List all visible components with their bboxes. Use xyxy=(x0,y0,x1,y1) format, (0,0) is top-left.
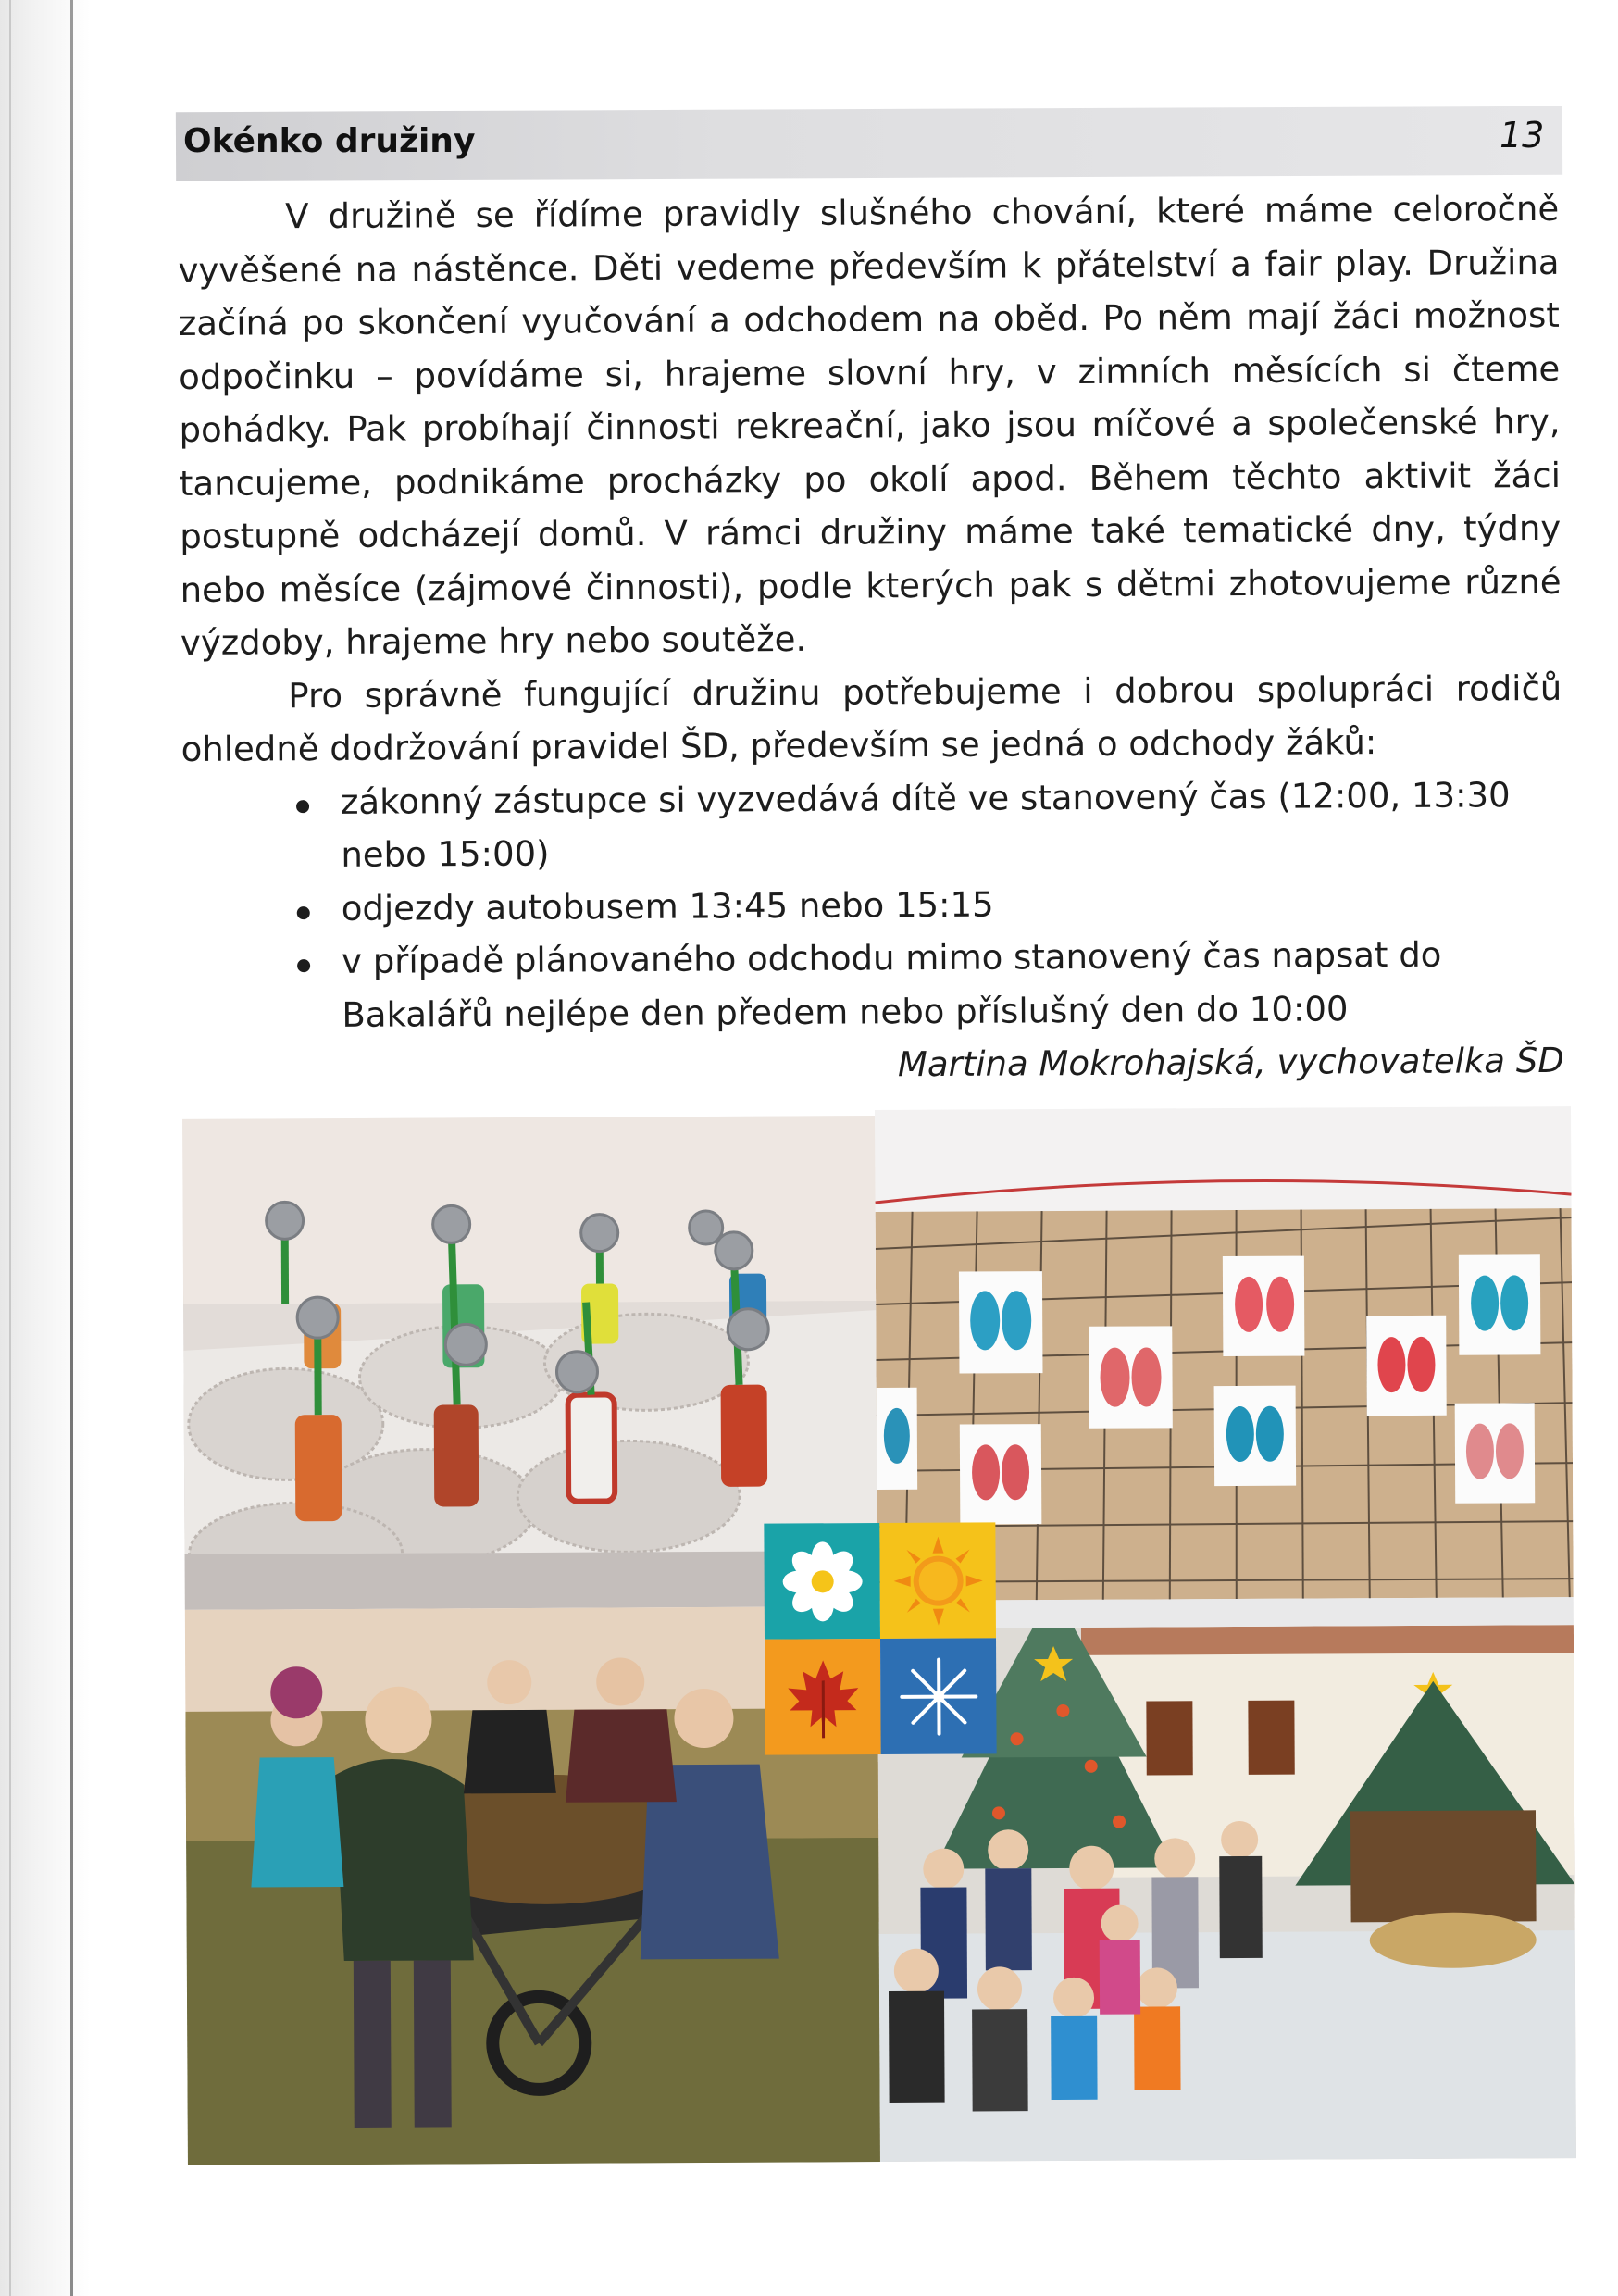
list-item xyxy=(182,928,1564,1042)
photo-collage xyxy=(182,1112,1576,2165)
list-item xyxy=(182,874,1563,936)
article-body xyxy=(178,182,1564,1096)
list-item-text: zákonný zástupce si vyzvedává dítě ve stanovený čas (12:00, 13:30 nebo 15:00) xyxy=(340,774,1511,875)
author-signature: Martina Mokrohajská, vychovatelka ŠD xyxy=(897,1040,1564,1085)
page-number: 13 xyxy=(1500,115,1545,156)
flower-icon xyxy=(764,1523,880,1640)
article-paragraph: V družině se řídíme pravidly slušného chování, které máme celoročně vyvěšené na nástěnce. Děti vedeme především k přátelství a fair play. Družina začíná po skončení vyučování a odchodem na oběd. Po něm mají žáci možnost odpočinku – povídáme si, hrajeme slovní hry, v zimních měsících si čteme pohádky. Pak probíhají činnosti rekreační, jako jsou míčové a společenské hry, tancujeme, podnikáme procházky po okolí apod. Během těchto aktivit žáci postupně odcházejí domů. V rámci družiny máme také tematické dny, týdny nebo měsíce (zájmové činnosti), podle kterých pak s dětmi zhotovujeme různé výzdoby, hrajeme hry nebo soutěže. xyxy=(178,188,1562,663)
seasons-grid xyxy=(764,1522,996,1754)
bullet-icon xyxy=(296,800,309,813)
maple-leaf-icon xyxy=(765,1639,881,1755)
list-item-text: v případě plánovaného odchodu mimo stanovený čas napsat do Bakalářů nejlépe den předem nebo příslušný den do 10:00 xyxy=(341,934,1442,1035)
snowflake-icon xyxy=(880,1638,997,1754)
bullet-icon xyxy=(297,959,310,972)
rules-list xyxy=(181,767,1564,1042)
section-title: Okénko družiny xyxy=(183,122,476,160)
list-item-text: odjezdy autobusem 13:45 nebo 15:15 xyxy=(341,884,994,929)
bullet-icon xyxy=(297,906,310,919)
sun-icon xyxy=(879,1522,996,1639)
list-item xyxy=(181,767,1563,882)
article-paragraph: Pro správně fungující družinu potřebujeme i dobrou spolupráci rodičů ohledně dodržování pravidel ŠD, především se jedná o odchody žáků: xyxy=(180,668,1562,769)
